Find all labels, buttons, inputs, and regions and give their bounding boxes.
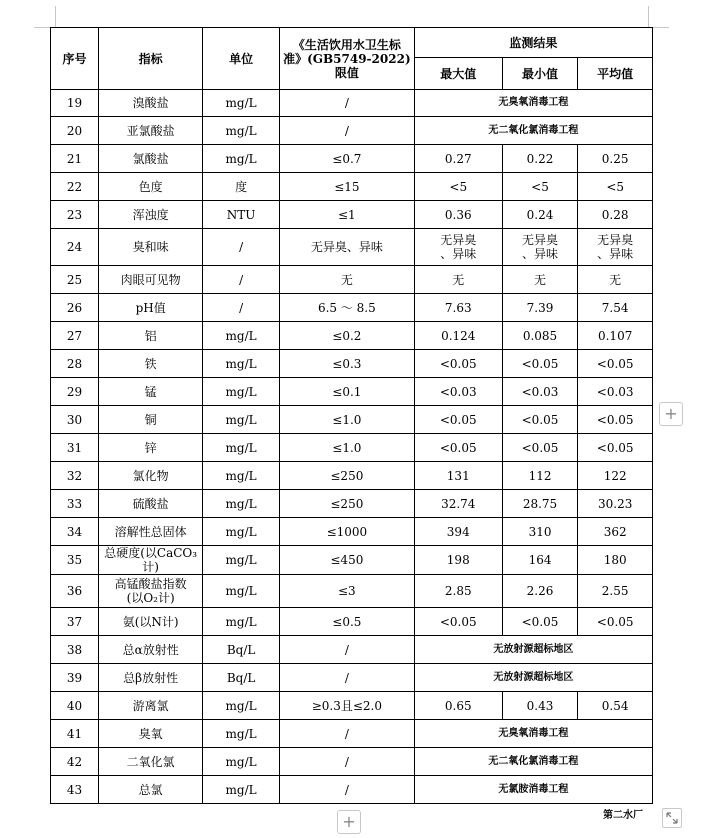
min-value: <0.05 (502, 350, 578, 378)
min-value: 164 (502, 546, 578, 575)
indicator-name-line: 高锰酸盐指数 (114, 577, 187, 591)
avg-value: <0.05 (578, 350, 653, 378)
row-number: 29 (51, 378, 99, 406)
table-row (51, 490, 653, 518)
indicator-name: pH值 (99, 294, 203, 322)
header-min: 最小值 (502, 58, 578, 90)
indicator-name: 氯酸盐 (99, 145, 203, 173)
indicator-name: 铝 (99, 322, 203, 350)
indicator-name: 亚氯酸盐 (99, 117, 203, 145)
table-row (51, 720, 653, 748)
indicator-name: 色度 (99, 173, 203, 201)
limit-value: / (279, 748, 414, 776)
limit-value: ≥0.3且≤2.0 (279, 692, 414, 720)
row-number: 42 (51, 748, 99, 776)
table-row (51, 90, 653, 117)
table-row (51, 575, 653, 608)
max-value: <0.05 (414, 350, 502, 378)
table-row (51, 201, 653, 229)
unit: mg/L (203, 322, 280, 350)
header-limit-line2: 准》(GB5749-2022) (283, 51, 411, 66)
unit: / (203, 294, 280, 322)
table-row (51, 776, 653, 804)
indicator-name (99, 575, 203, 608)
unit: 度 (203, 173, 280, 201)
row-number: 33 (51, 490, 99, 518)
unit: mg/L (203, 518, 280, 546)
row-number: 28 (51, 350, 99, 378)
avg-value: 0.54 (578, 692, 653, 720)
indicator-name: 臭氧 (99, 720, 203, 748)
add-column-button[interactable] (659, 402, 683, 426)
crop-mark-right (648, 6, 649, 27)
crop-mark-left (55, 6, 56, 27)
min-value: <0.03 (502, 378, 578, 406)
limit-value: / (279, 664, 414, 692)
result-note: 无放射源超标地区 (414, 636, 652, 664)
avg-value (578, 229, 653, 266)
table-row (51, 406, 653, 434)
min-value: 28.75 (502, 490, 578, 518)
limit-value: / (279, 636, 414, 664)
table-row (51, 173, 653, 201)
indicator-name-line: 计) (142, 560, 159, 574)
unit: mg/L (203, 90, 280, 117)
limit-value: ≤1.0 (279, 406, 414, 434)
row-number: 30 (51, 406, 99, 434)
limit-value: ≤3 (279, 575, 414, 608)
avg-value: 无 (578, 266, 653, 294)
unit: mg/L (203, 776, 280, 804)
indicator-name: 浑浊度 (99, 201, 203, 229)
table-row (51, 378, 653, 406)
table-row (51, 608, 653, 636)
indicator-name-line: 总硬度(以CaCO₃ (104, 546, 198, 560)
min-value: 0.24 (502, 201, 578, 229)
unit: mg/L (203, 350, 280, 378)
avg-value: <0.05 (578, 608, 653, 636)
avg-value: 0.25 (578, 145, 653, 173)
min-value (502, 229, 578, 266)
min-value: 310 (502, 518, 578, 546)
avg-value-line: 、异味 (597, 247, 634, 261)
header-no: 序号 (51, 28, 99, 90)
unit: mg/L (203, 692, 280, 720)
table-row (51, 145, 653, 173)
result-note: 无臭氧消毒工程 (414, 90, 652, 117)
max-value: 无 (414, 266, 502, 294)
resize-handle[interactable] (662, 808, 682, 828)
result-note: 无二氧化氯消毒工程 (414, 748, 652, 776)
limit-value: ≤15 (279, 173, 414, 201)
unit: mg/L (203, 406, 280, 434)
indicator-name-line: (以O₂计) (126, 591, 175, 605)
table-row (51, 664, 653, 692)
row-number: 20 (51, 117, 99, 145)
unit: mg/L (203, 748, 280, 776)
min-value: <0.05 (502, 434, 578, 462)
result-note: 无放射源超标地区 (414, 664, 652, 692)
table-row (51, 266, 653, 294)
table-row (51, 434, 653, 462)
table-row (51, 294, 653, 322)
row-number: 31 (51, 434, 99, 462)
table-row (51, 117, 653, 145)
limit-value: 6.5 ～ 8.5 (279, 294, 414, 322)
result-note: 无氯胺消毒工程 (414, 776, 652, 804)
row-number: 25 (51, 266, 99, 294)
row-number: 23 (51, 201, 99, 229)
limit-value: / (279, 776, 414, 804)
limit-value: ≤0.7 (279, 145, 414, 173)
header-unit: 单位 (203, 28, 280, 90)
limit-value: / (279, 90, 414, 117)
plus-icon: + (664, 404, 678, 423)
table-row (51, 462, 653, 490)
row-number: 37 (51, 608, 99, 636)
header-limit (279, 28, 414, 90)
avg-value: <5 (578, 173, 653, 201)
max-value: <0.03 (414, 378, 502, 406)
unit: mg/L (203, 378, 280, 406)
indicator-name: 臭和味 (99, 229, 203, 266)
max-value: <0.05 (414, 608, 502, 636)
indicator-name: 总氯 (99, 776, 203, 804)
table-row (51, 322, 653, 350)
max-value: 32.74 (414, 490, 502, 518)
max-value: 131 (414, 462, 502, 490)
row-number: 40 (51, 692, 99, 720)
row-number: 19 (51, 90, 99, 117)
header-max: 最大值 (414, 58, 502, 90)
limit-value: ≤450 (279, 546, 414, 575)
header-limit-line1: 《生活饮用水卫生标 (292, 37, 401, 52)
unit: mg/L (203, 490, 280, 518)
limit-value: ≤250 (279, 490, 414, 518)
max-value (414, 229, 502, 266)
avg-value: 2.55 (578, 575, 653, 608)
row-number: 36 (51, 575, 99, 608)
unit: mg/L (203, 546, 280, 575)
indicator-name: 总β放射性 (99, 664, 203, 692)
result-note: 无臭氧消毒工程 (414, 720, 652, 748)
table-row (51, 636, 653, 664)
row-number: 21 (51, 145, 99, 173)
footer-label: 第二水厂 (603, 810, 643, 821)
unit: / (203, 266, 280, 294)
header-row (51, 28, 653, 58)
unit: mg/L (203, 720, 280, 748)
row-number: 22 (51, 173, 99, 201)
max-value: <5 (414, 173, 502, 201)
avg-value: 30.23 (578, 490, 653, 518)
min-value: <0.05 (502, 608, 578, 636)
row-number: 38 (51, 636, 99, 664)
limit-value: / (279, 117, 414, 145)
unit: Bq/L (203, 664, 280, 692)
row-number: 35 (51, 546, 99, 575)
max-value: 0.27 (414, 145, 502, 173)
max-value: 0.124 (414, 322, 502, 350)
resize-icon (666, 812, 678, 824)
indicator-name: 游离氯 (99, 692, 203, 720)
row-number: 43 (51, 776, 99, 804)
header-avg: 平均值 (578, 58, 653, 90)
avg-value: 7.54 (578, 294, 653, 322)
max-value: 7.63 (414, 294, 502, 322)
header-indicator: 指标 (99, 28, 203, 90)
limit-value: / (279, 720, 414, 748)
header-result: 监测结果 (414, 28, 652, 58)
indicator-name: 铜 (99, 406, 203, 434)
limit-value: 无异臭、异味 (279, 229, 414, 266)
min-value: 7.39 (502, 294, 578, 322)
min-value: 0.43 (502, 692, 578, 720)
avg-value: 362 (578, 518, 653, 546)
min-value: 0.22 (502, 145, 578, 173)
avg-value: <0.05 (578, 434, 653, 462)
plus-icon: + (342, 812, 356, 831)
max-value: 0.36 (414, 201, 502, 229)
row-number: 34 (51, 518, 99, 546)
indicator-name: 氯化物 (99, 462, 203, 490)
avg-value: 0.28 (578, 201, 653, 229)
limit-value: ≤0.2 (279, 322, 414, 350)
row-number: 27 (51, 322, 99, 350)
indicator-name: 溶解性总固体 (99, 518, 203, 546)
unit: NTU (203, 201, 280, 229)
table-row (51, 546, 653, 575)
unit: mg/L (203, 434, 280, 462)
min-value-line: 无异臭 (522, 233, 559, 247)
avg-value: <0.05 (578, 406, 653, 434)
indicator-name: 溴酸盐 (99, 90, 203, 117)
indicator-name: 硫酸盐 (99, 490, 203, 518)
indicator-name (99, 546, 203, 575)
indicator-name: 铁 (99, 350, 203, 378)
result-note: 无二氧化氯消毒工程 (414, 117, 652, 145)
unit: mg/L (203, 145, 280, 173)
limit-value: 无 (279, 266, 414, 294)
row-number: 41 (51, 720, 99, 748)
row-number: 24 (51, 229, 99, 266)
table-row (51, 748, 653, 776)
max-value: 2.85 (414, 575, 502, 608)
unit: / (203, 229, 280, 266)
row-number: 32 (51, 462, 99, 490)
limit-value: ≤1 (279, 201, 414, 229)
min-value: 0.085 (502, 322, 578, 350)
min-value: 112 (502, 462, 578, 490)
unit: mg/L (203, 462, 280, 490)
table-row (51, 518, 653, 546)
max-value: <0.05 (414, 406, 502, 434)
unit: Bq/L (203, 636, 280, 664)
indicator-name: 锌 (99, 434, 203, 462)
table-row (51, 229, 653, 266)
table-row (51, 692, 653, 720)
limit-value: ≤250 (279, 462, 414, 490)
row-number: 26 (51, 294, 99, 322)
limit-value: ≤1000 (279, 518, 414, 546)
min-value: <0.05 (502, 406, 578, 434)
max-value: 198 (414, 546, 502, 575)
min-value-line: 、异味 (522, 247, 559, 261)
avg-value: 122 (578, 462, 653, 490)
limit-value: ≤0.1 (279, 378, 414, 406)
indicator-name: 氨(以N计) (99, 608, 203, 636)
unit: mg/L (203, 575, 280, 608)
min-value: <5 (502, 173, 578, 201)
min-value: 2.26 (502, 575, 578, 608)
avg-value: 180 (578, 546, 653, 575)
avg-value: <0.03 (578, 378, 653, 406)
min-value: 无 (502, 266, 578, 294)
unit: mg/L (203, 608, 280, 636)
limit-value: ≤1.0 (279, 434, 414, 462)
row-number: 39 (51, 664, 99, 692)
header-limit-line3: 限值 (334, 65, 359, 80)
limit-value: ≤0.3 (279, 350, 414, 378)
max-value: 394 (414, 518, 502, 546)
unit: mg/L (203, 117, 280, 145)
indicator-name: 锰 (99, 378, 203, 406)
water-quality-table (50, 27, 653, 804)
max-value-line: 、异味 (440, 247, 477, 261)
indicator-name: 二氧化氯 (99, 748, 203, 776)
limit-value: ≤0.5 (279, 608, 414, 636)
add-row-button[interactable] (337, 810, 361, 834)
max-value: <0.05 (414, 434, 502, 462)
table-row (51, 350, 653, 378)
avg-value: 0.107 (578, 322, 653, 350)
indicator-name: 总α放射性 (99, 636, 203, 664)
indicator-name: 肉眼可见物 (99, 266, 203, 294)
max-value: 0.65 (414, 692, 502, 720)
avg-value-line: 无异臭 (597, 233, 634, 247)
max-value-line: 无异臭 (440, 233, 477, 247)
